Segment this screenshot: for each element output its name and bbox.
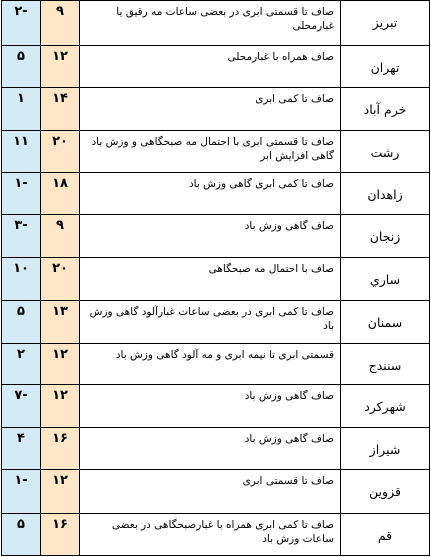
weather-description: صاف تا قسمتی ابری با احتمال مه صبحگاهی و وزش باد گاهی افزایش ابر bbox=[80, 131, 341, 173]
table-row bbox=[2, 428, 430, 470]
city-name: تبریز bbox=[372, 15, 398, 30]
min-temp-cell bbox=[2, 131, 41, 173]
city-cell bbox=[341, 215, 430, 258]
weather-description: صاف همراه با غبارمحلی bbox=[80, 46, 341, 88]
weather-description: صاف تا قسمتی ابری bbox=[80, 470, 341, 514]
max-temp-value: ۲۰ bbox=[52, 134, 68, 149]
min-temp-value: ۱ bbox=[17, 91, 25, 106]
city-cell bbox=[341, 385, 430, 428]
weather-description: صاف گاهی وزش باد bbox=[80, 428, 341, 470]
min-temp-cell bbox=[2, 301, 41, 344]
max-temp-value: ۱۲ bbox=[52, 473, 68, 488]
weather-description: صاف تا کمی ابری گاهی وزش باد bbox=[80, 173, 341, 215]
weather-description: صاف با احتمال مه صبحگاهی bbox=[80, 258, 341, 301]
table-row bbox=[2, 385, 430, 428]
max-temp-cell bbox=[41, 1, 80, 46]
city-cell bbox=[341, 470, 430, 514]
city-name: قزوین bbox=[369, 484, 401, 499]
table-row bbox=[2, 215, 430, 258]
max-temp-value: ۱۴ bbox=[52, 91, 68, 106]
city-cell bbox=[341, 131, 430, 173]
min-temp-cell bbox=[2, 344, 41, 385]
min-temp-cell bbox=[2, 46, 41, 88]
city-name: تهران bbox=[370, 60, 400, 75]
city-cell bbox=[341, 88, 430, 131]
weather-description: صاف تا قسمتی ابری در بعضی ساعات مه رقیق یا غبارمحلی bbox=[80, 1, 341, 46]
weather-description: قسمتی ابری تا نیمه ابری و مه آلود گاهی وزش باد bbox=[80, 344, 341, 385]
min-temp-cell bbox=[2, 385, 41, 428]
city-name: شیراز bbox=[369, 442, 401, 457]
max-temp-cell bbox=[41, 88, 80, 131]
min-temp-value: ۵ bbox=[17, 304, 25, 319]
max-temp-cell bbox=[41, 470, 80, 514]
max-temp-value: ۱۲ bbox=[52, 388, 68, 403]
city-cell bbox=[341, 301, 430, 344]
table-row bbox=[2, 344, 430, 385]
table-row bbox=[2, 258, 430, 301]
max-temp-cell bbox=[41, 131, 80, 173]
min-temp-value: -۳ bbox=[14, 218, 28, 233]
max-temp-value: ۱۲ bbox=[52, 347, 68, 362]
city-name: شهرکرد bbox=[364, 399, 406, 414]
max-temp-value: ۱۸ bbox=[52, 176, 68, 191]
max-temp-value: ۹ bbox=[56, 218, 64, 233]
max-temp-cell bbox=[41, 215, 80, 258]
forecast-container bbox=[1, 0, 430, 556]
min-temp-value: -۱ bbox=[14, 473, 28, 488]
weather-forecast-table bbox=[1, 0, 430, 556]
min-temp-value: -۷ bbox=[14, 388, 28, 403]
city-name: سمنان bbox=[367, 315, 403, 330]
max-temp-cell bbox=[41, 385, 80, 428]
max-temp-value: ۱۶ bbox=[52, 431, 68, 446]
max-temp-cell bbox=[41, 258, 80, 301]
city-cell bbox=[341, 344, 430, 385]
max-temp-cell bbox=[41, 428, 80, 470]
max-temp-value: ۹ bbox=[56, 4, 64, 19]
max-temp-value: ۲۰ bbox=[52, 261, 68, 276]
max-temp-cell bbox=[41, 514, 80, 556]
city-name: ساري bbox=[369, 272, 401, 287]
min-temp-value: ۴ bbox=[17, 431, 25, 446]
max-temp-value: ۱۳ bbox=[52, 304, 68, 319]
min-temp-cell bbox=[2, 173, 41, 215]
city-name: رشت bbox=[370, 145, 400, 160]
city-cell bbox=[341, 514, 430, 556]
min-temp-cell bbox=[2, 428, 41, 470]
table-row bbox=[2, 301, 430, 344]
min-temp-value: ۲ bbox=[17, 347, 25, 362]
min-temp-cell bbox=[2, 258, 41, 301]
city-name: سنندج bbox=[368, 358, 402, 373]
max-temp-cell bbox=[41, 301, 80, 344]
max-temp-cell bbox=[41, 173, 80, 215]
table-row bbox=[2, 173, 430, 215]
forecast-rows bbox=[2, 1, 430, 556]
min-temp-cell bbox=[2, 88, 41, 131]
city-cell bbox=[341, 1, 430, 46]
min-temp-value: -۲ bbox=[14, 4, 28, 19]
city-cell bbox=[341, 428, 430, 470]
city-cell bbox=[341, 173, 430, 215]
table-row bbox=[2, 88, 430, 131]
weather-description: صاف گاهی وزش باد bbox=[80, 215, 341, 258]
city-name: زاهدان bbox=[367, 187, 403, 202]
min-temp-value: ۱۰ bbox=[13, 261, 29, 276]
min-temp-value: ۵ bbox=[17, 517, 25, 532]
max-temp-cell bbox=[41, 46, 80, 88]
min-temp-value: ۱۱ bbox=[13, 134, 29, 149]
min-temp-cell bbox=[2, 470, 41, 514]
table-row bbox=[2, 514, 430, 556]
min-temp-cell bbox=[2, 1, 41, 46]
city-name: قم bbox=[377, 528, 393, 543]
min-temp-value: -۱ bbox=[14, 176, 28, 191]
max-temp-value: ۱۶ bbox=[52, 517, 68, 532]
weather-description: صاف تا کمی ابری در بعضی ساعات غبارآلود گاهی وزش باد bbox=[80, 301, 341, 344]
max-temp-value: ۱۲ bbox=[52, 49, 68, 64]
table-row bbox=[2, 1, 430, 46]
city-name: خرم آباد bbox=[363, 102, 407, 117]
min-temp-value: ۵ bbox=[17, 49, 25, 64]
table-row bbox=[2, 131, 430, 173]
max-temp-cell bbox=[41, 344, 80, 385]
weather-description: صاف تا کمی ابری bbox=[80, 88, 341, 131]
city-name: زنجان bbox=[369, 229, 401, 244]
min-temp-cell bbox=[2, 215, 41, 258]
table-row bbox=[2, 470, 430, 514]
weather-description: صاف گاهی وزش باد bbox=[80, 385, 341, 428]
table-row bbox=[2, 46, 430, 88]
min-temp-cell bbox=[2, 514, 41, 556]
city-cell bbox=[341, 258, 430, 301]
weather-description: صاف تا کمی ابری همراه با غبارصبحگاهی در بعضی ساعات وزش باد bbox=[80, 514, 341, 556]
city-cell bbox=[341, 46, 430, 88]
